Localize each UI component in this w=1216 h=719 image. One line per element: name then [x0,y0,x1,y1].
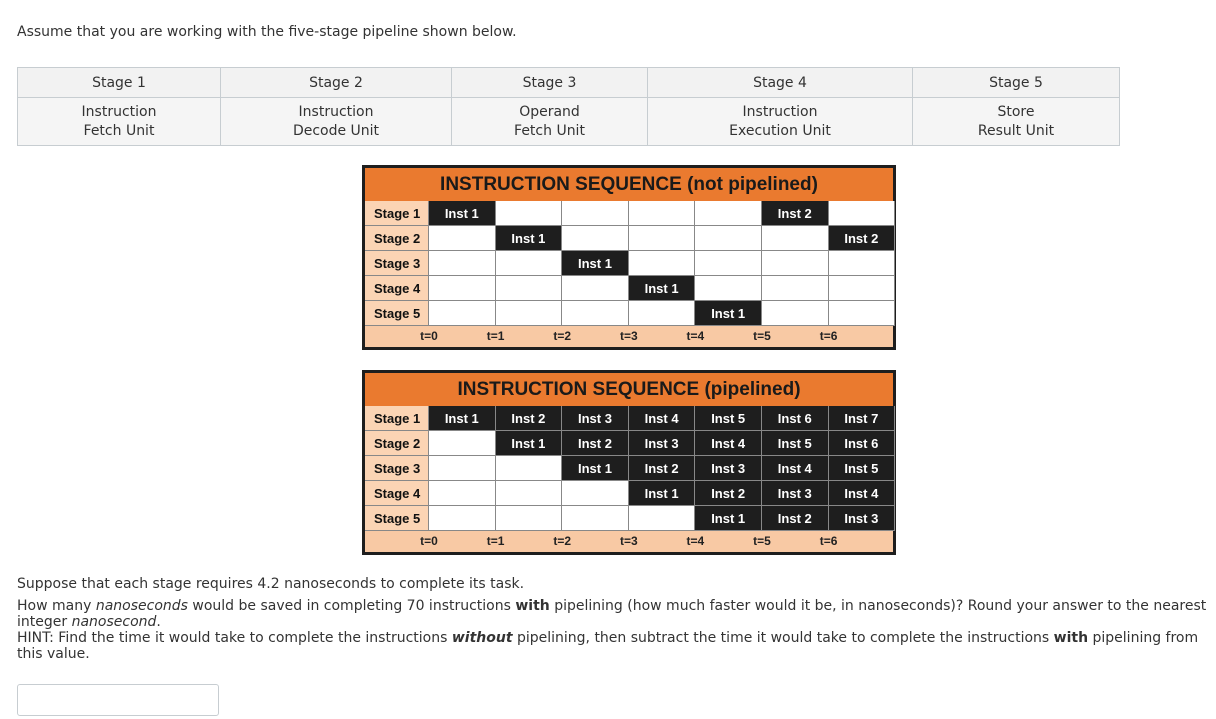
question-line-1: Suppose that each stage requires 4.2 nanoseconds to complete its task. [17,576,525,592]
instruction-cell: Inst 1 [695,506,762,531]
instruction-cell: Inst 2 [562,431,629,456]
instruction-cell: Inst 1 [629,481,696,506]
diagram-grid [365,406,893,531]
time-axis [365,531,893,552]
empty-cell [496,201,563,226]
diagram-title: INSTRUCTION SEQUENCE (pipelined) [365,373,893,406]
instruction-cell: Inst 1 [429,406,496,431]
empty-cell [429,251,496,276]
empty-cell [829,251,896,276]
empty-cell [562,276,629,301]
instruction-cell: Inst 6 [762,406,829,431]
stage-header: Stage 4 [648,68,913,98]
empty-cell [562,506,629,531]
diagram-grid [365,201,893,326]
empty-cell [429,481,496,506]
stage-header: Stage 1 [18,68,221,98]
instruction-cell: Inst 2 [829,226,896,251]
instruction-cell: Inst 2 [496,406,563,431]
stage-unit: Instruction Fetch Unit [18,98,221,146]
empty-cell [496,251,563,276]
time-label: t=2 [553,329,572,343]
stage-header: Stage 5 [913,68,1120,98]
empty-cell [429,301,496,326]
empty-cell [562,481,629,506]
empty-cell [695,226,762,251]
stage-unit: Store Result Unit [913,98,1120,146]
question-line-2: How many nanoseconds would be saved in completing 70 instructions with pipelining (how much faster would it be, in nanoseconds)? Round your answer to the nearest integer nanosecond. [17,598,1207,630]
stage-row-label: Stage 2 [365,226,429,251]
instruction-cell: Inst 2 [629,456,696,481]
instruction-cell: Inst 3 [562,406,629,431]
instruction-cell: Inst 3 [629,431,696,456]
empty-cell [829,276,896,301]
instruction-cell: Inst 2 [695,481,762,506]
instruction-cell: Inst 1 [562,456,629,481]
stage-header: Stage 2 [221,68,452,98]
time-label: t=5 [753,329,771,343]
empty-cell [562,201,629,226]
empty-cell [762,301,829,326]
stage-row-label: Stage 1 [365,201,429,226]
empty-cell [496,456,563,481]
stage-row-label: Stage 4 [365,481,429,506]
time-label: t=0 [420,534,438,548]
time-label: t=6 [819,534,838,548]
answer-input[interactable] [17,684,219,716]
empty-cell [629,201,696,226]
stage-unit: Instruction Decode Unit [221,98,452,146]
instruction-cell: Inst 5 [695,406,762,431]
time-label: t=3 [619,534,638,548]
empty-cell [496,506,563,531]
instruction-cell: Inst 5 [829,456,896,481]
empty-cell [429,431,496,456]
instruction-cell: Inst 4 [629,406,696,431]
stage-unit: Instruction Execution Unit [648,98,913,146]
empty-cell [762,251,829,276]
empty-cell [629,301,696,326]
stage-row-label: Stage 3 [365,456,429,481]
time-label: t=6 [819,329,838,343]
time-label: t=1 [486,329,505,343]
instruction-cell: Inst 4 [829,481,896,506]
instruction-cell: Inst 6 [829,431,896,456]
instruction-cell: Inst 4 [762,456,829,481]
hint-text: HINT: Find the time it would take to complete the instructions without pipelining, then subtract the time it would take to complete the instructions with pipelining from this value. [17,630,1199,662]
empty-cell [762,226,829,251]
stages-unit-row [18,98,1120,146]
stage-row-label: Stage 3 [365,251,429,276]
time-label: t=0 [420,329,438,343]
empty-cell [762,276,829,301]
stage-unit: Operand Fetch Unit [452,98,648,146]
diagram-title: INSTRUCTION SEQUENCE (not pipelined) [365,168,893,201]
stage-row-label: Stage 1 [365,406,429,431]
empty-cell [496,276,563,301]
pipelined-diagram [362,370,896,555]
instruction-cell: Inst 3 [762,481,829,506]
instruction-cell: Inst 1 [496,226,563,251]
empty-cell [429,506,496,531]
not-pipelined-diagram [362,165,896,350]
stage-header: Stage 3 [452,68,648,98]
instruction-cell: Inst 3 [695,456,762,481]
empty-cell [629,226,696,251]
stage-row-label: Stage 4 [365,276,429,301]
instruction-cell: Inst 5 [762,431,829,456]
empty-cell [496,481,563,506]
time-label: t=4 [686,329,705,343]
instruction-cell: Inst 4 [695,431,762,456]
time-label: t=2 [553,534,572,548]
time-label: t=5 [753,534,771,548]
instruction-cell: Inst 3 [829,506,896,531]
stages-table [17,67,1120,146]
empty-cell [829,201,896,226]
time-label: t=1 [486,534,505,548]
empty-cell [496,301,563,326]
empty-cell [829,301,896,326]
empty-cell [629,251,696,276]
stage-row-label: Stage 2 [365,431,429,456]
instruction-cell: Inst 2 [762,506,829,531]
instruction-cell: Inst 7 [829,406,896,431]
empty-cell [695,201,762,226]
empty-cell [429,276,496,301]
instruction-cell: Inst 1 [695,301,762,326]
empty-cell [695,276,762,301]
intro-text: Assume that you are working with the five-stage pipeline shown below. [17,24,517,40]
time-label: t=4 [686,534,705,548]
empty-cell [429,226,496,251]
time-label: t=3 [619,329,638,343]
empty-cell [562,226,629,251]
stage-row-label: Stage 5 [365,301,429,326]
stage-row-label: Stage 5 [365,506,429,531]
instruction-cell: Inst 1 [429,201,496,226]
stages-header-row [18,68,1120,98]
empty-cell [629,506,696,531]
instruction-cell: Inst 1 [562,251,629,276]
instruction-cell: Inst 1 [496,431,563,456]
instruction-cell: Inst 1 [629,276,696,301]
empty-cell [429,456,496,481]
instruction-cell: Inst 2 [762,201,829,226]
empty-cell [562,301,629,326]
time-axis [365,326,893,347]
empty-cell [695,251,762,276]
